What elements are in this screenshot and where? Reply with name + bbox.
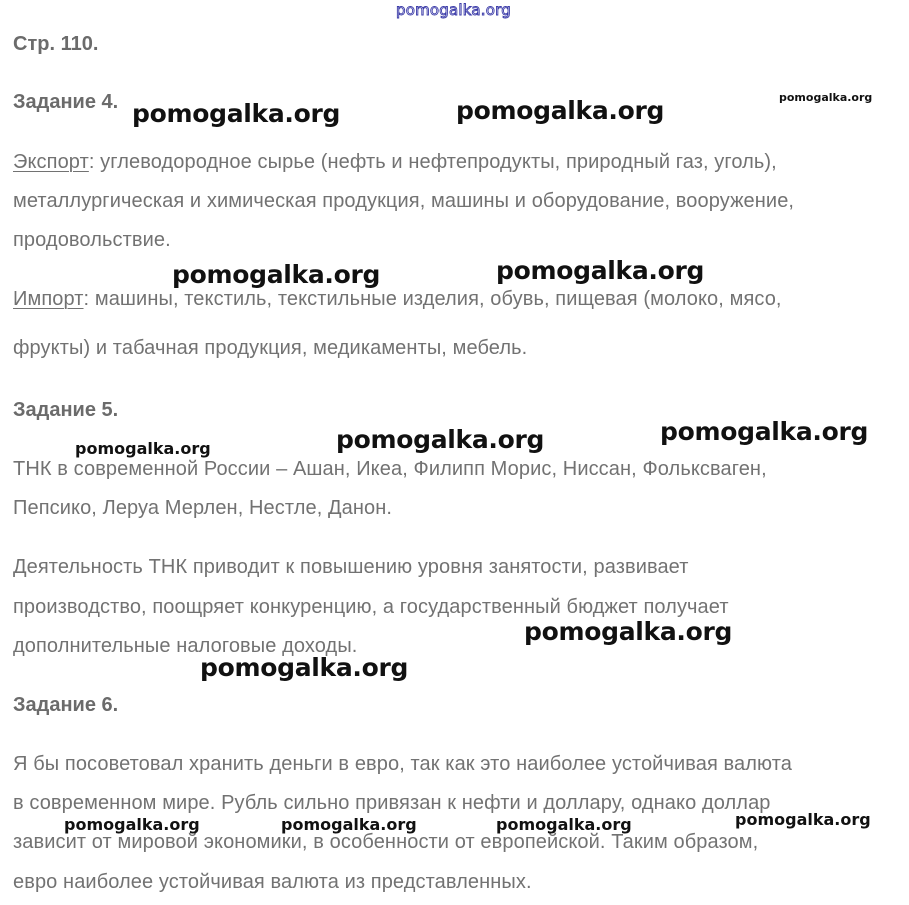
task-5-line-4: производство, поощряет конкуренцию, а государственный бюджет получает [13, 596, 729, 618]
watermark: pomogalka.org [456, 96, 665, 125]
watermark: pomogalka.org [496, 256, 705, 285]
watermark: pomogalka.org [75, 439, 211, 458]
watermark: pomogalka.org [172, 260, 381, 289]
export-label: Экспорт [13, 151, 89, 173]
task-5-line-2: Пепсико, Леруа Мерлен, Нестле, Данон. [13, 497, 393, 519]
task-5-line-1: ТНК в современной России – Ашан, Икеа, Филипп Морис, Ниссан, Фольксваген, [13, 458, 767, 480]
export-line-1 [13, 151, 777, 174]
import-text-1: : машины, текстиль, текстильные изделия, обувь, пищевая (молоко, мясо, [83, 288, 782, 310]
import-line-1 [13, 288, 782, 311]
task-4-heading: Задание 4. [13, 91, 119, 113]
watermark: pomogalka.org [200, 653, 409, 682]
watermark: pomogalka.org [735, 810, 871, 829]
task-5-line-5: дополнительные налоговые доходы. [13, 635, 358, 657]
top-watermark: pomogalka.org [396, 1, 511, 19]
import-line-2: фрукты) и табачная продукция, медикаменты, мебель. [13, 337, 528, 359]
task-6-line-2: в современном мире. Рубль сильно привязан к нефти и доллару, однако доллар [13, 792, 771, 814]
watermark: pomogalka.org [496, 815, 632, 834]
export-line-2: металлургическая и химическая продукция, машины и оборудование, вооружение, [13, 190, 795, 212]
watermark: pomogalka.org [132, 99, 341, 128]
task-6-line-1: Я бы посоветовал хранить деньги в евро, так как это наиболее устойчивая валюта [13, 753, 792, 775]
watermark: pomogalka.org [660, 417, 869, 446]
watermark: pomogalka.org [64, 815, 200, 834]
task-6-heading: Задание 6. [13, 694, 119, 716]
task-6-line-3: зависит от мировой экономики, в особенности от европейской. Таким образом, [13, 831, 759, 853]
watermark: pomogalka.org [281, 815, 417, 834]
task-5-line-3: Деятельность ТНК приводит к повышению уровня занятости, развивает [13, 556, 689, 578]
watermark: pomogalka.org [524, 617, 733, 646]
watermark: pomogalka.org [336, 425, 545, 454]
task-5-heading: Задание 5. [13, 399, 119, 421]
watermark: pomogalka.org [779, 91, 873, 104]
export-line-3: продовольствие. [13, 229, 171, 251]
import-label: Импорт [13, 288, 84, 310]
page-number-heading: Стр. 110. [13, 33, 99, 55]
task-6-line-4: евро наиболее устойчивая валюта из представленных. [13, 871, 532, 893]
export-text-1: : углеводородное сырье (нефть и нефтепродукты, природный газ, уголь), [88, 151, 777, 173]
